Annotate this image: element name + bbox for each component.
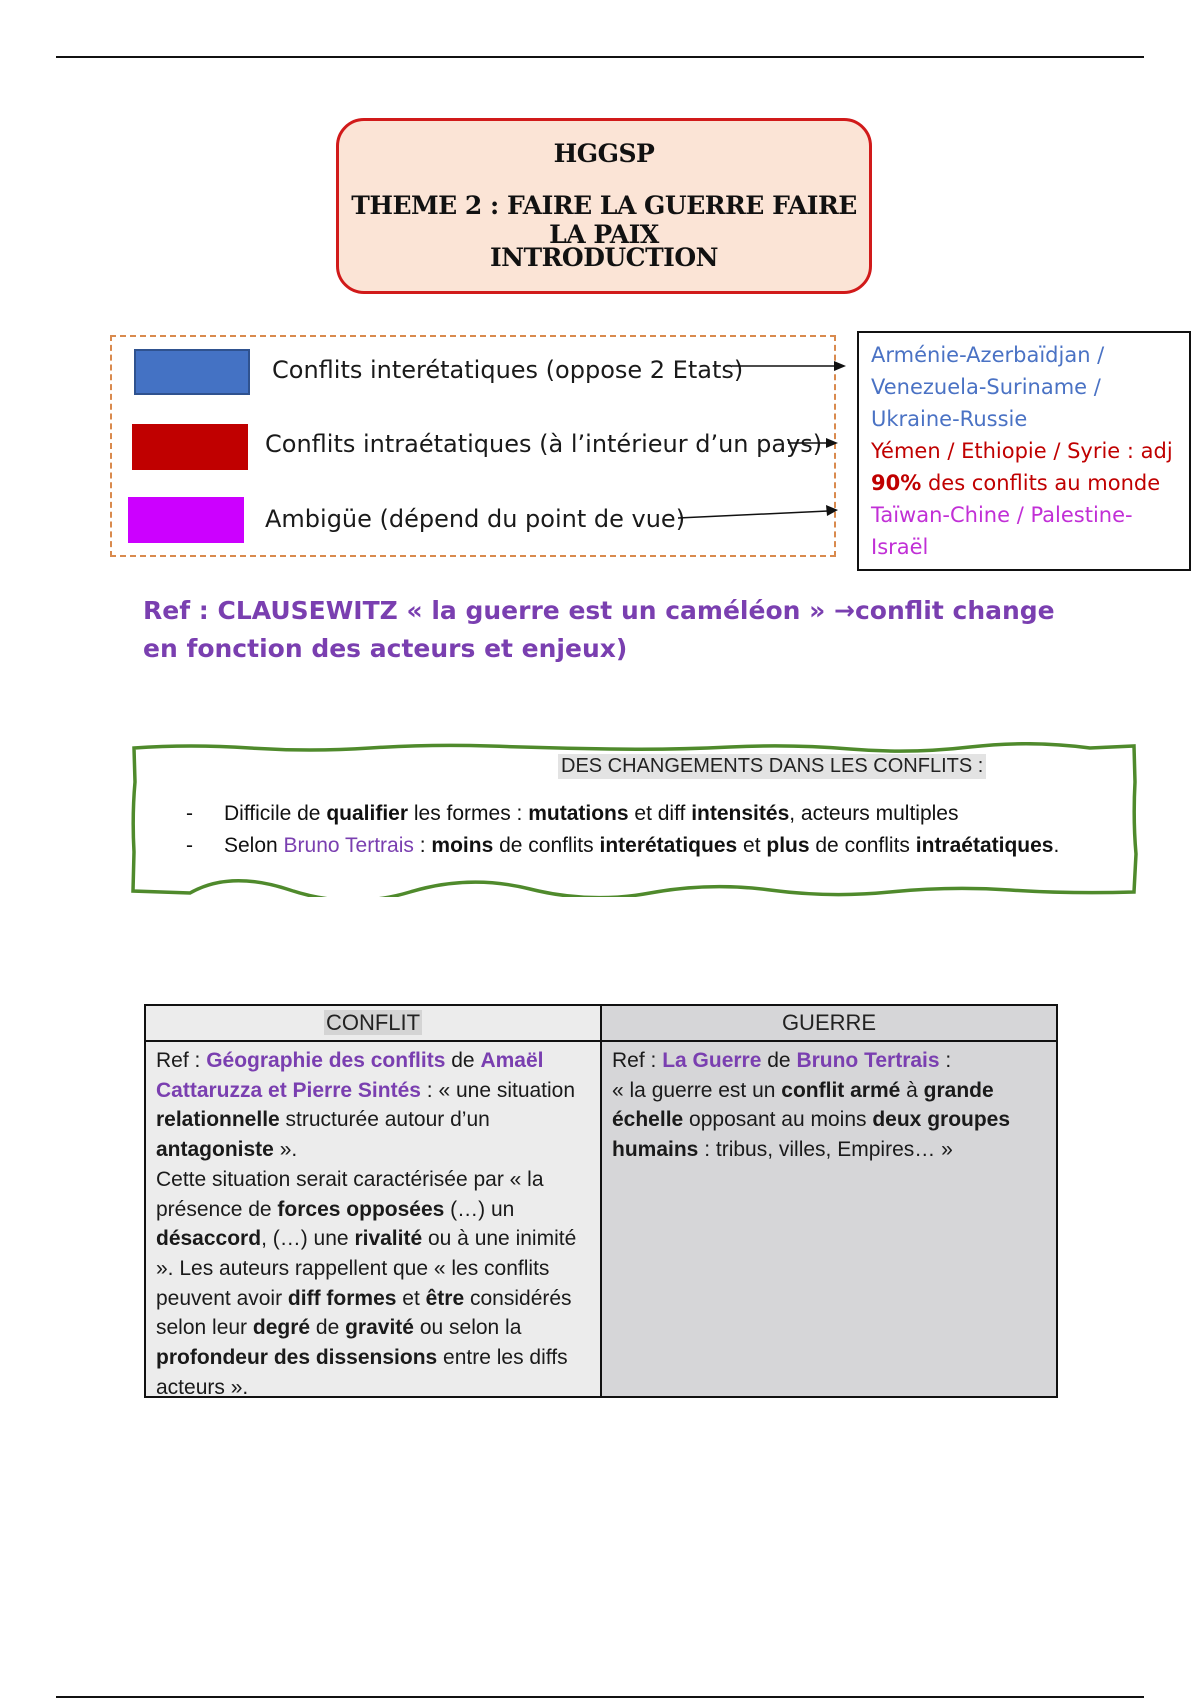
intrastate-share-text: des conflits au monde <box>921 471 1161 495</box>
changes-title: DES CHANGEMENTS DANS LES CONFLITS : <box>558 754 986 779</box>
legend-swatch-ambiguous <box>128 497 244 543</box>
guerre-column <box>602 1006 1056 1396</box>
example-interstate-1: Arménie-Azerbaïdjan / <box>871 343 1105 367</box>
legend-label-interstate: Conflits interétatiques (oppose 2 Etats) <box>272 356 744 384</box>
example-ambiguous-1: Taïwan-Chine / Palestine- <box>871 503 1133 527</box>
legend-label-intrastate: Conflits intraétatiques (à l’intérieur d’un pays) <box>265 430 823 458</box>
bottom-rule <box>56 1696 1144 1698</box>
clausewitz-reference <box>143 592 1083 668</box>
guerre-definition: Ref : La Guerre de Bruno Tertrais : « la guerre est un conflit armé à grande échelle opposant au moins deux groupes humains : tribus, villes, Empires… » <box>612 1049 1011 1162</box>
conflit-definition: Ref : Géographie des conflits de Amaël Cattaruzza et Pierre Sintés : « une situation relationnelle structurée autour d’un antagoniste ». Cette situation serait caractérisée par « la présence de forces opposées (…) un désaccord, (…) une rivalité ou à une inimité ». Les auteurs rappellent que « les conflits peuvent avoir diff formes et être considérés selon leur degré de gravité ou selon la profondeur des dissensions entre les diffs acteurs ». <box>156 1049 577 1399</box>
change-bullet-2: - Selon Bruno Tertrais : moins de conflits interétatiques et plus de conflits intraétatiques. <box>186 834 1060 857</box>
arrow-interstate-icon <box>730 356 850 376</box>
example-interstate-3: Ukraine-Russie <box>871 407 1028 431</box>
right-arrow-icon: → <box>834 596 855 625</box>
example-intrastate-share <box>871 467 1177 499</box>
reference-part2: conflit change en fonction des acteurs et enjeux) <box>143 596 1055 663</box>
intrastate-percent: 90% <box>871 471 922 495</box>
conflit-header: CONFLIT <box>146 1006 600 1042</box>
section-title: INTRODUCTION <box>489 243 718 272</box>
top-rule <box>56 56 1144 58</box>
title-box <box>336 118 872 294</box>
example-interstate-2: Venezuela-Suriname / <box>871 375 1101 399</box>
bullet-dash: - <box>186 834 193 857</box>
change-bullet-1: - Difficile de qualifier les formes : mutations et diff intensités, acteurs multiples <box>186 802 959 825</box>
arrow-ambiguous-icon <box>676 500 842 524</box>
example-intrastate: Yémen / Ethiopie / Syrie : adj <box>871 439 1173 463</box>
legend-swatch-interstate <box>134 349 250 395</box>
arrow-intrastate-icon <box>786 433 842 453</box>
theme-title: THEME 2 : FAIRE LA GUERRE FAIRE LA PAIX <box>351 191 857 249</box>
guerre-header: GUERRE <box>602 1006 1056 1042</box>
reference-part1: Ref : CLAUSEWITZ « la guerre est un caméléon » <box>143 596 834 625</box>
bullet-dash: - <box>186 802 193 825</box>
conflit-column <box>146 1006 602 1399</box>
example-ambiguous-2: Israël <box>871 535 929 559</box>
definitions-table <box>144 1004 1058 1398</box>
legend-label-ambiguous: Ambigüe (dépend du point de vue) <box>265 505 686 533</box>
changes-box <box>130 742 1140 897</box>
examples-box <box>857 331 1191 571</box>
legend-swatch-intrastate <box>132 424 248 470</box>
subject-title: HGGSP <box>553 139 655 168</box>
